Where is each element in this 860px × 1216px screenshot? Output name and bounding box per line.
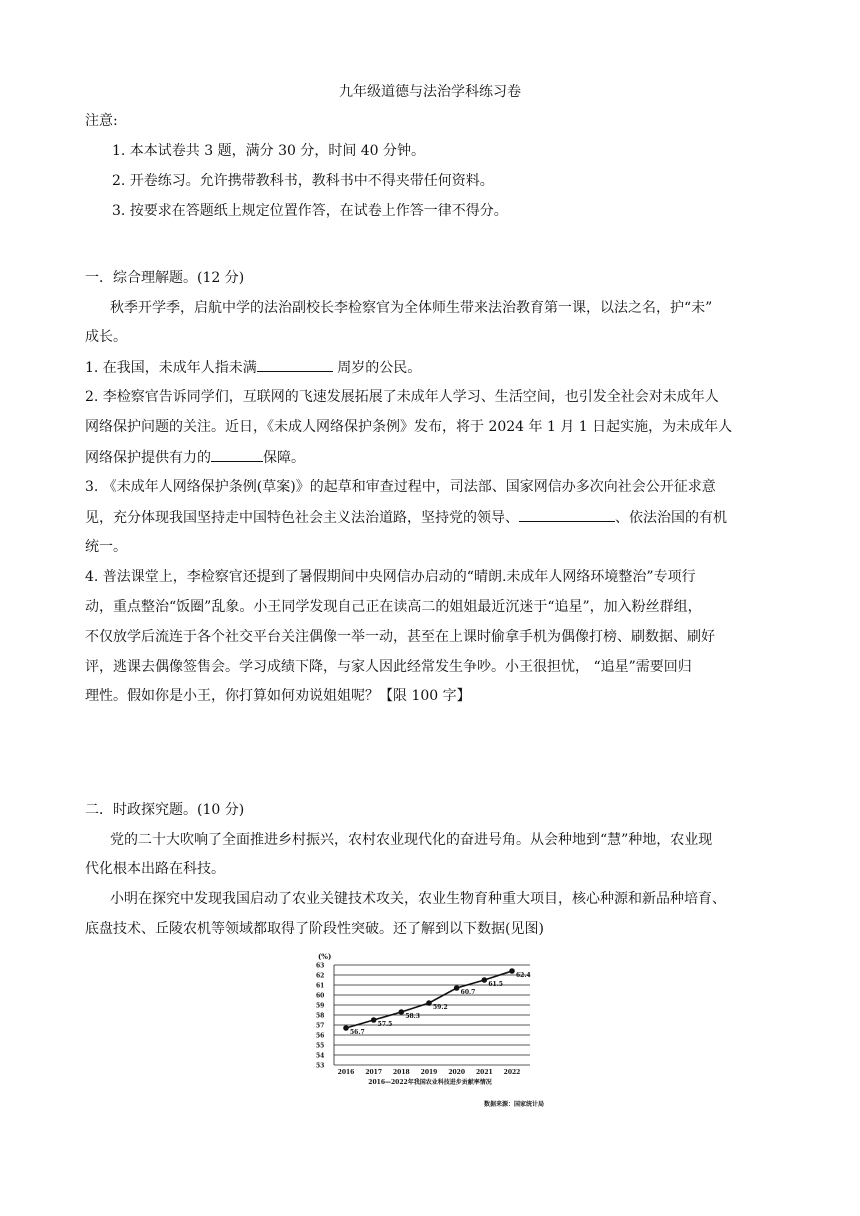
note-item-2: 2. 开卷练习。允许携带教科书，教科书中不得夹带任何资料。 xyxy=(112,173,494,189)
section2-p1-line1: 党的二十大吹响了全面推进乡村振兴，农村农业现代化的奋进号角。从会种地到“慧”种地，农业现 xyxy=(110,832,713,848)
page-title: 九年级道德与法治学科练习卷 xyxy=(339,84,521,100)
chart-series-line xyxy=(346,971,512,1028)
question-4-line1: 4. 普法课堂上，李检察官还提到了暑假期间中央网信办启动的“晴朗.未成年人网络环境整治”专项行 xyxy=(85,569,696,585)
chart-data-label: 56.7 xyxy=(350,1029,365,1036)
chart-ytick-label: 56 xyxy=(316,1032,325,1040)
chart-title: 2016—2022年我国农业科技进步贡献率情况 xyxy=(368,1079,492,1086)
chart-data-point xyxy=(371,1017,377,1023)
chart-data-point xyxy=(482,977,488,983)
question-2-line2: 网络保护问题的关注。近日，《未成人网络保护条例》发布，将于 2024 年 1 月 1 日起实施，为未成年人 xyxy=(85,419,733,435)
chart-ytick-label: 59 xyxy=(316,1002,325,1010)
section2-p2-line1: 小明在探究中发现我国启动了农业关键技术攻关，农业生物育种重大项目，核心种源和新品种培育、 xyxy=(110,891,726,907)
question-4-line2: 动，重点整治“饭圈”乱象。小王同学发现自己正在读高二的姐姐最近沉迷于“追星”，加入粉丝群组， xyxy=(85,599,702,615)
chart-data-label: 62.4 xyxy=(516,972,531,979)
question-3-line3: 统一。 xyxy=(85,539,127,555)
question-2-line3 xyxy=(85,447,785,468)
chart-data-point xyxy=(509,968,515,974)
question-3-line1: 3. 《未成年人网络保护条例(草案)》的起草和审查过程中，司法部、国家网信办多次向社会公开征求意 xyxy=(85,479,716,495)
question-2-prefix: 网络保护提供有力的 xyxy=(85,450,211,466)
question-2-line1: 2. 李检察官告诉同学们，互联网的飞速发展拓展了未成年人学习、生活空间，也引发全社会对未成年人 xyxy=(85,389,719,405)
chart-source: 数据来源：国家统计局 xyxy=(483,1101,544,1108)
chart-ytick-label: 63 xyxy=(316,962,325,970)
question-4-line4: 评，逃课去偶像签售会。学习成绩下降，与家人因此经常发生争吵。小王很担忧， “追星”需要回归 xyxy=(85,659,692,675)
question-4-line5: 理性。假如你是小王，你打算如何劝说姐姐呢？【限 100 字】 xyxy=(85,688,471,704)
chart-ytick-label: 61 xyxy=(316,982,325,990)
chart-data-label: 61.5 xyxy=(488,981,503,988)
note-item-1: 1. 本本试卷共 3 题，满分 30 分，时间 40 分钟。 xyxy=(112,143,426,159)
notes-label: 注意: xyxy=(85,113,118,129)
chart-ylabel: (%) xyxy=(318,952,332,961)
chart-data-point xyxy=(454,985,460,991)
question-1-suffix: 周岁的公民。 xyxy=(332,360,422,376)
chart-ytick-label: 54 xyxy=(316,1052,325,1060)
section2-p1-line2: 代化根本出路在科技。 xyxy=(85,861,225,877)
chart-data-label: 59.2 xyxy=(433,1004,448,1011)
question-1 xyxy=(85,357,785,378)
note-item-3: 3. 按要求在答题纸上规定位置作答，在试卷上作答一律不得分。 xyxy=(112,203,508,219)
question-1-answer-blank[interactable] xyxy=(257,357,333,372)
chart-data-point xyxy=(426,1000,432,1006)
question-2-suffix: 保障。 xyxy=(263,450,305,466)
chart-data-point xyxy=(399,1009,405,1015)
chart-xtick-label: 2021 xyxy=(475,1069,493,1076)
chart-ytick-label: 62 xyxy=(316,972,325,980)
chart-data-label: 57.5 xyxy=(377,1021,393,1028)
chart-ytick-label: 57 xyxy=(316,1022,325,1030)
chart-data-point xyxy=(343,1025,349,1031)
section1-heading: 一．综合理解题。(12 分) xyxy=(85,270,245,286)
section1-intro-line2: 成长。 xyxy=(85,329,127,345)
chart-svg xyxy=(312,950,548,1110)
question-3-suffix: 、依法治国的有机 xyxy=(615,510,727,526)
chart-ytick-label: 53 xyxy=(316,1062,325,1070)
chart-xtick-label: 2018 xyxy=(392,1069,410,1076)
chart-ytick-label: 60 xyxy=(316,992,325,1000)
section2-heading: 二．时政探究题。(10 分) xyxy=(85,802,245,818)
chart-ytick-label: 58 xyxy=(316,1012,325,1020)
agri-tech-chart xyxy=(312,950,548,1110)
question-3-prefix: 见，充分体现我国坚持走中国特色社会主义法治道路，坚持党的领导、 xyxy=(85,510,519,526)
chart-ytick-label: 55 xyxy=(316,1042,325,1050)
chart-xtick-label: 2017 xyxy=(365,1069,383,1076)
chart-xtick-label: 2022 xyxy=(503,1069,521,1076)
question-4-line3: 不仅放学后流连于各个社交平台关注偶像一举一动，甚至在上课时偷拿手机为偶像打榜、刷数据、刷好 xyxy=(85,629,715,645)
chart-xtick-label: 2016 xyxy=(337,1069,355,1076)
chart-xtick-label: 2019 xyxy=(420,1069,438,1076)
chart-data-label: 58.3 xyxy=(405,1013,420,1020)
question-2-answer-blank[interactable] xyxy=(211,447,263,462)
question-1-prefix: 1. 在我国，未成年人指未满 xyxy=(85,360,257,376)
chart-xtick-label: 2020 xyxy=(448,1069,466,1076)
question-3-line2 xyxy=(85,507,785,528)
section2-p2-line2: 底盘技术、丘陵农机等领域都取得了阶段性突破。还了解到以下数据(见图) xyxy=(85,921,544,937)
section1-intro-line1: 秋季开学季，启航中学的法治副校长李检察官为全体师生带来法治教育第一课，以法之名，护“未” xyxy=(110,300,713,316)
chart-data-label: 60.7 xyxy=(460,989,476,996)
question-3-answer-blank[interactable] xyxy=(519,507,615,522)
